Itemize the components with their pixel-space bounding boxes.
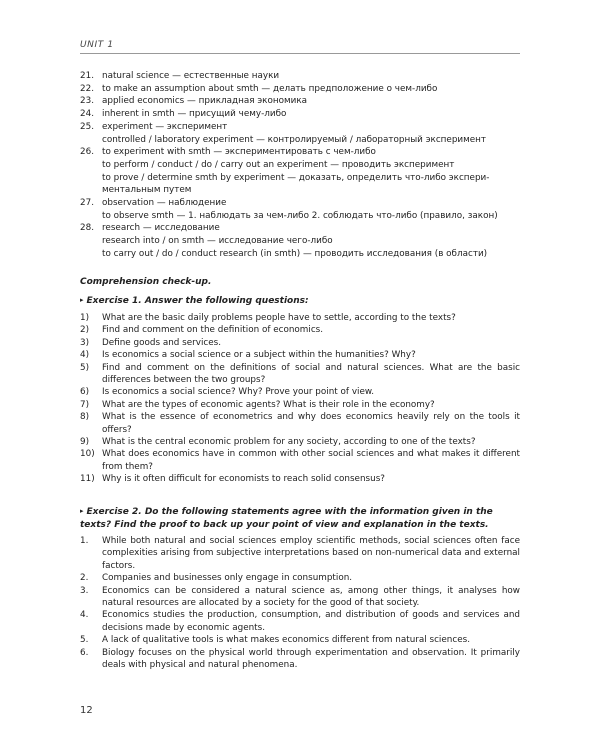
- item-text: While both natural and social sciences employ scientific methods, social sciences often face complexities arising from subjective interpretations based on non-numerical data and external factors.: [102, 536, 520, 571]
- item-number: 4.: [80, 610, 89, 621]
- vocab-text: to perform / conduct / do / carry out an experiment — проводить эксперимент: [102, 159, 455, 170]
- vocab-line: [80, 210, 520, 223]
- unit-label: UNIT 1: [80, 40, 114, 50]
- exercise-1-title: [80, 294, 520, 308]
- vocab-text: to experiment with smth — экспериментировать с чем-либо: [102, 147, 376, 158]
- vocab-line: [80, 134, 520, 147]
- item-number: 2.: [80, 573, 89, 584]
- vocab-line: [80, 222, 520, 235]
- list-item: [80, 324, 520, 336]
- item-number: 6.: [80, 647, 89, 658]
- vocab-text: to carry out / do / conduct research (in smth) — проводить исследования (в области): [102, 248, 488, 259]
- item-text: Is economics a social science? Why? Prove your point of view.: [102, 387, 375, 398]
- item-text: What does economics have in common with other social sciences and what makes it different from them?: [102, 449, 520, 472]
- vocab-number: [80, 248, 102, 261]
- list-item: [80, 399, 520, 411]
- vocab-text: to prove / determine smth by experiment — доказать, определить что-либо экспери-: [102, 172, 490, 183]
- exercise-2-title: [80, 505, 520, 532]
- vocab-text: experiment — эксперимент: [102, 121, 228, 132]
- list-item: [80, 634, 520, 646]
- list-item: [80, 572, 520, 584]
- item-number: 8): [80, 412, 90, 423]
- triangle-marker-icon: ▸: [80, 507, 84, 515]
- vocab-line: [80, 248, 520, 261]
- list-item: [80, 386, 520, 398]
- exercise-1-title-text: Exercise 1. Answer the following questions:: [86, 296, 309, 306]
- item-number: 6): [80, 387, 90, 398]
- vocab-text: controlled / laboratory experiment — контролируемый / лабораторный эксперимент: [102, 134, 487, 145]
- item-number: 5.: [80, 635, 89, 646]
- item-text: Economics can be considered a natural science as, among other things, it analyses how natural resources are allocated by a society for the good of that society.: [102, 585, 520, 609]
- item-text: Is economics a social science or a subject within the humanities? Why?: [102, 350, 416, 361]
- running-header: [80, 40, 520, 54]
- vocab-number: [80, 210, 102, 223]
- item-number: 3.: [80, 585, 89, 596]
- vocab-number: [80, 172, 102, 185]
- list-item: [80, 337, 520, 349]
- vocab-text: ментальным путем: [102, 185, 192, 196]
- vocab-number: [80, 184, 102, 197]
- item-number: 11): [80, 474, 95, 485]
- vocab-number: 25.: [80, 121, 94, 132]
- vocab-line: [80, 197, 520, 210]
- list-item: [80, 609, 520, 634]
- item-number: 2): [80, 325, 90, 336]
- item-text: Why is it often difficult for economists to reach solid consensus?: [102, 474, 385, 485]
- item-number: 1): [80, 313, 90, 323]
- triangle-marker-icon: ▸: [80, 296, 84, 304]
- vocabulary-list: [80, 70, 520, 261]
- vocab-line: [80, 121, 520, 134]
- list-item: [80, 585, 520, 610]
- vocab-text: research into / on smth — исследование чего-либо: [102, 236, 333, 247]
- list-item: [80, 349, 520, 361]
- item-number: 7): [80, 399, 90, 410]
- list-item: [80, 535, 520, 572]
- comprehension-heading: Comprehension check-up.: [80, 277, 212, 287]
- item-number: 10): [80, 449, 95, 460]
- vocab-number: 21.: [80, 71, 94, 81]
- list-item: [80, 362, 520, 387]
- vocab-number: 28.: [80, 223, 94, 234]
- vocab-number: 23.: [80, 96, 94, 107]
- item-text: Find and comment on the definition of economics.: [102, 325, 324, 336]
- vocab-line: [80, 235, 520, 248]
- item-text: What is the central economic problem for any society, according to one of the texts?: [102, 437, 476, 448]
- item-text: What are the types of economic agents? What is their role in the economy?: [102, 399, 435, 410]
- vocab-number: 26.: [80, 147, 94, 158]
- item-text: Find and comment on the definitions of social and natural sciences. What are the basic differences between the two groups?: [102, 362, 520, 386]
- vocab-number: 22.: [80, 83, 94, 94]
- vocab-text: observation — наблюдение: [102, 198, 227, 209]
- list-item: [80, 448, 520, 473]
- item-number: 1.: [80, 536, 89, 546]
- item-text: Biology focuses on the physical world through experimentation and observation. It primarily deals with physical and natural phenomena.: [102, 647, 520, 671]
- item-number: 4): [80, 350, 90, 361]
- item-text: A lack of qualitative tools is what makes economics different from natural sciences.: [102, 635, 470, 646]
- list-item: [80, 473, 520, 485]
- vocab-line: [80, 159, 520, 172]
- vocab-line: [80, 108, 520, 121]
- vocab-text: to make an assumption about smth — делать предположение о чем-либо: [102, 83, 438, 94]
- vocab-number: 27.: [80, 198, 94, 209]
- list-item: [80, 312, 520, 324]
- vocab-text: research — исследование: [102, 223, 220, 234]
- vocab-line: [80, 95, 520, 108]
- item-text: What are the basic daily problems people have to settle, according to the texts?: [102, 313, 456, 323]
- exercise-2-title-text: Exercise 2. Do the following statements agree with the information given in the texts? Find the proof to back up your point of view and explanation in the texts.: [80, 507, 493, 530]
- vocab-line: [80, 184, 520, 197]
- list-item: [80, 436, 520, 448]
- item-text: Define goods and services.: [102, 337, 222, 348]
- vocab-number: [80, 159, 102, 172]
- exercise-1-questions: [80, 312, 520, 486]
- vocab-number: 24.: [80, 109, 94, 120]
- vocab-text: inherent in smth — присущий чему-либо: [102, 109, 287, 120]
- item-number: 9): [80, 437, 90, 448]
- vocab-number: [80, 235, 102, 248]
- list-item: [80, 411, 520, 436]
- vocab-line: [80, 83, 520, 96]
- vocab-text: natural science — естественные науки: [102, 71, 280, 81]
- item-number: 3): [80, 337, 90, 348]
- vocab-line: [80, 146, 520, 159]
- exercise-2-statements: [80, 535, 520, 671]
- item-text: Economics studies the production, consumption, and distribution of goods and services and decisions made by economic agents.: [102, 610, 520, 633]
- vocab-text: applied economics — прикладная экономика: [102, 96, 308, 107]
- list-item: [80, 647, 520, 672]
- vocab-line: [80, 172, 520, 185]
- vocab-text: to observe smth — 1. наблюдать за чем-либо 2. соблюдать что-либо (правило, закон): [102, 210, 498, 221]
- vocab-number: [80, 134, 102, 147]
- item-number: 5): [80, 362, 90, 373]
- item-text: What is the essence of econometrics and why does economics heavily rely on the tools it offers?: [102, 412, 520, 435]
- vocab-line: [80, 70, 520, 83]
- item-text: Companies and businesses only engage in consumption.: [102, 573, 353, 584]
- page-number: 12: [80, 705, 93, 716]
